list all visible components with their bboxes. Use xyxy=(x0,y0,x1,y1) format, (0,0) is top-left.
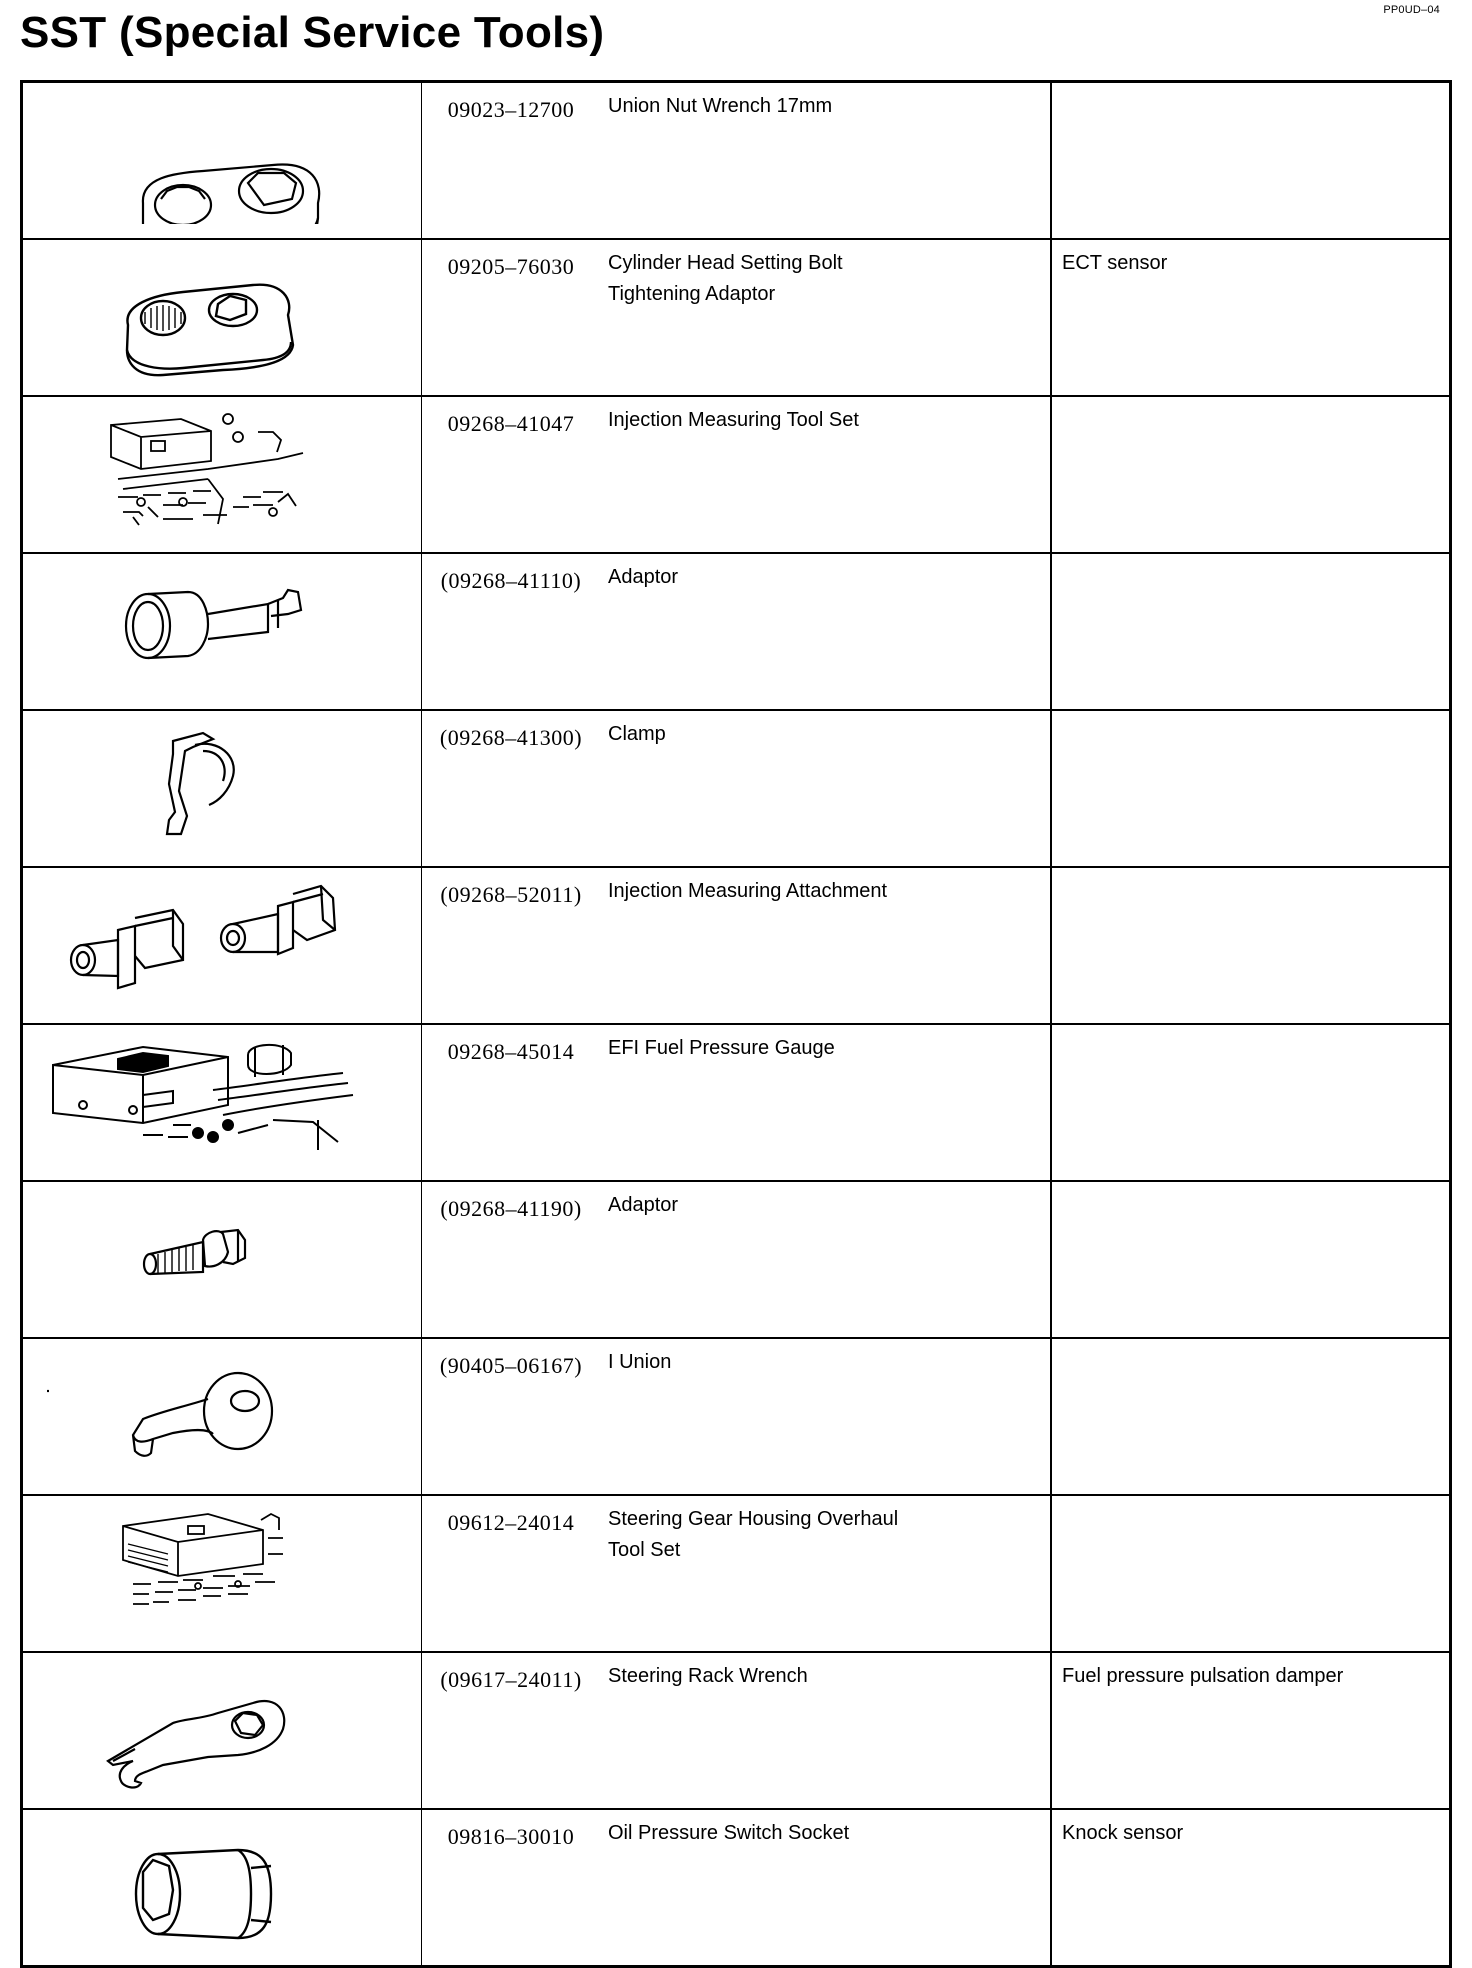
part-number-cell xyxy=(422,1495,601,1652)
injection-tool-set-icon xyxy=(23,397,421,538)
usage-note-cell xyxy=(1051,1495,1451,1652)
usage-note-cell xyxy=(1051,710,1451,867)
usage-note xyxy=(1052,868,1449,876)
part-number: 09816–30010 xyxy=(447,1824,575,1849)
tool-name-line: Adaptor xyxy=(608,566,679,588)
adaptor-icon xyxy=(23,554,421,695)
tightening-adaptor-icon xyxy=(23,240,421,381)
tool-name-line: Clamp xyxy=(608,723,666,745)
usage-note-cell xyxy=(1051,1181,1451,1338)
part-number: (09268–41190) xyxy=(440,1196,582,1221)
usage-note-cell xyxy=(1051,1338,1451,1495)
part-number-cell xyxy=(422,1652,601,1809)
usage-note xyxy=(1052,397,1449,405)
table-row xyxy=(22,1809,1451,1967)
tool-name-cell xyxy=(600,1024,1051,1181)
table-row xyxy=(22,710,1451,867)
union-nut-wrench-icon xyxy=(23,83,421,224)
tool-illustration-cell xyxy=(22,1338,422,1495)
usage-note xyxy=(1052,1182,1449,1190)
part-number: (09268–52011) xyxy=(440,882,582,907)
part-number: 09023–12700 xyxy=(447,97,575,122)
table-row xyxy=(22,1338,1451,1495)
tool-illustration-cell xyxy=(22,1024,422,1181)
part-number-cell xyxy=(422,710,601,867)
tool-name-line: Tightening Adaptor xyxy=(608,283,776,305)
table-row xyxy=(22,1495,1451,1652)
usage-note-cell xyxy=(1051,1024,1451,1181)
part-number: (09617–24011) xyxy=(440,1667,582,1692)
tool-name-line: Steering Rack Wrench xyxy=(608,1665,808,1687)
usage-note: Knock sensor xyxy=(1062,1822,1184,1844)
tool-illustration-cell xyxy=(22,1495,422,1652)
page-title: SST (Special Service Tools) xyxy=(20,8,605,57)
table-row xyxy=(22,1652,1451,1809)
tool-name-cell xyxy=(600,239,1051,396)
tool-name-line: EFI Fuel Pressure Gauge xyxy=(608,1037,835,1059)
part-number: (09268–41110) xyxy=(440,568,582,593)
usage-note-cell xyxy=(1051,82,1451,240)
injection-attachment-icon xyxy=(23,868,421,1009)
tool-name-cell xyxy=(600,396,1051,553)
usage-note xyxy=(1052,1339,1449,1347)
usage-note xyxy=(1052,1496,1449,1504)
table-row xyxy=(22,553,1451,710)
tool-name-line: Oil Pressure Switch Socket xyxy=(608,1822,850,1844)
sst-table xyxy=(20,80,1452,1968)
tool-name-cell xyxy=(600,710,1051,867)
table-row xyxy=(22,1024,1451,1181)
table-row xyxy=(22,1181,1451,1338)
tool-name-line: Injection Measuring Attachment xyxy=(608,880,888,902)
tool-name-cell xyxy=(600,867,1051,1024)
usage-note: Fuel pressure pulsation damper xyxy=(1062,1665,1344,1687)
tool-name-cell xyxy=(600,1809,1051,1967)
usage-note xyxy=(1052,711,1449,719)
part-number: 09612–24014 xyxy=(447,1510,575,1535)
tool-name-line: I Union xyxy=(608,1351,672,1373)
usage-note-cell xyxy=(1051,867,1451,1024)
usage-note-cell xyxy=(1051,396,1451,553)
socket-icon xyxy=(23,1810,421,1951)
tool-name-line: Tool Set xyxy=(608,1539,681,1561)
part-number: 09268–41047 xyxy=(447,411,575,436)
tool-illustration-cell xyxy=(22,1181,422,1338)
usage-note: ECT sensor xyxy=(1062,252,1168,274)
usage-note xyxy=(1052,1025,1449,1033)
part-number-cell xyxy=(422,553,601,710)
tool-name-line: Steering Gear Housing Overhaul xyxy=(608,1508,899,1530)
document-code: PP0UD–04 xyxy=(1383,4,1440,16)
usage-note-cell xyxy=(1051,1809,1451,1967)
usage-note xyxy=(1052,83,1449,91)
tool-illustration-cell xyxy=(22,239,422,396)
tool-name-cell xyxy=(600,1181,1051,1338)
part-number-cell xyxy=(422,396,601,553)
tool-name-cell xyxy=(600,82,1051,240)
part-number-cell xyxy=(422,1338,601,1495)
tool-illustration-cell xyxy=(22,396,422,553)
steering-tool-set-icon xyxy=(23,1496,421,1637)
part-number-cell xyxy=(422,239,601,396)
tool-name-line: Adaptor xyxy=(608,1194,679,1216)
tool-name-cell xyxy=(600,1652,1051,1809)
tool-name-cell xyxy=(600,553,1051,710)
usage-note-cell xyxy=(1051,239,1451,396)
part-number-cell xyxy=(422,1809,601,1967)
tool-name-cell xyxy=(600,1338,1051,1495)
tool-illustration-cell xyxy=(22,1809,422,1967)
part-number: (09268–41300) xyxy=(439,725,583,750)
tool-name-line: Union Nut Wrench 17mm xyxy=(608,95,833,117)
i-union-icon xyxy=(23,1339,421,1480)
steering-rack-wrench-icon xyxy=(23,1653,421,1794)
part-number-cell xyxy=(422,1024,601,1181)
clamp-icon xyxy=(23,711,421,852)
tool-illustration-cell xyxy=(22,553,422,710)
part-number: 09268–45014 xyxy=(447,1039,575,1064)
part-number-cell xyxy=(422,867,601,1024)
table-row xyxy=(22,867,1451,1024)
tool-name-cell xyxy=(600,1495,1051,1652)
bolt-adaptor-icon xyxy=(23,1182,421,1323)
tool-name-line: Injection Measuring Tool Set xyxy=(608,409,859,431)
fuel-pressure-gauge-icon xyxy=(23,1025,421,1166)
part-number-cell xyxy=(422,1181,601,1338)
usage-note xyxy=(1052,554,1449,562)
tool-name-line: Cylinder Head Setting Bolt xyxy=(608,252,843,274)
tool-illustration-cell xyxy=(22,710,422,867)
part-number: (90405–06167) xyxy=(439,1353,583,1378)
usage-note-cell xyxy=(1051,553,1451,710)
tool-illustration-cell xyxy=(22,867,422,1024)
table-row xyxy=(22,239,1451,396)
tool-illustration-cell xyxy=(22,1652,422,1809)
table-row xyxy=(22,396,1451,553)
part-number: 09205–76030 xyxy=(447,254,575,279)
usage-note-cell xyxy=(1051,1652,1451,1809)
tool-illustration-cell xyxy=(22,82,422,240)
table-row xyxy=(22,82,1451,240)
part-number-cell xyxy=(422,82,601,240)
